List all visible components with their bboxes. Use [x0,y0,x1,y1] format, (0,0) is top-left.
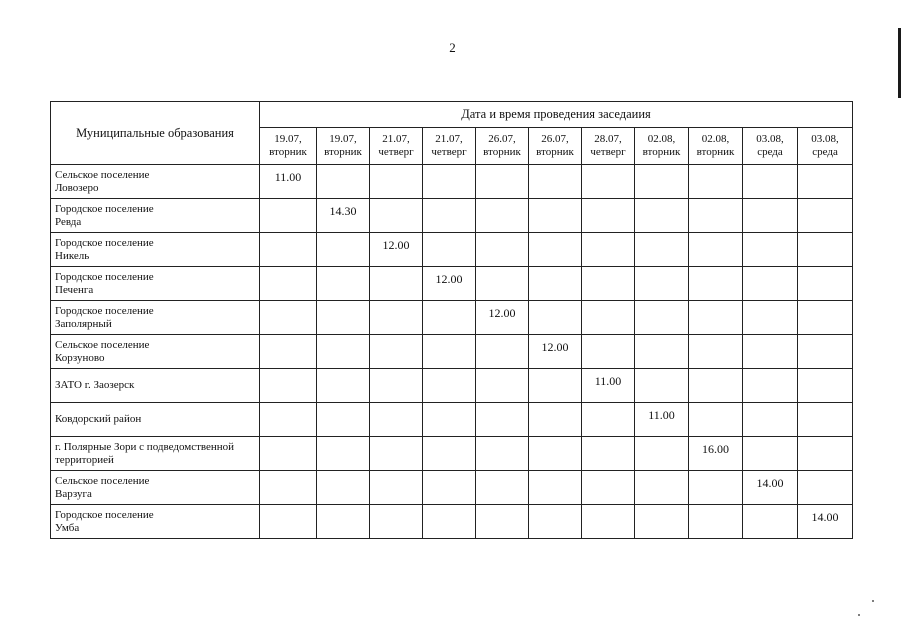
municipality-type: Городское поселение [55,304,154,317]
empty-cell [743,233,798,267]
municipality-name-cell [51,165,260,199]
empty-cell [635,199,689,233]
table-row [51,165,853,199]
empty-cell [476,199,529,233]
table-row [51,403,853,437]
date-column-header [423,128,476,165]
empty-cell [529,471,582,505]
empty-cell [635,369,689,403]
meeting-time: 14.00 [811,510,839,524]
table-row [51,199,853,233]
municipality-type: Городское поселение [55,270,154,283]
weekday-label: вторник [696,146,735,158]
date-column-header [529,128,582,165]
empty-cell [582,301,635,335]
meeting-time: 12.00 [435,272,463,286]
weekday-label: среда [757,146,783,158]
empty-cell [317,233,370,267]
meeting-schedule-table [50,101,853,539]
empty-cell [529,233,582,267]
municipality-name: Ревда [55,215,82,228]
empty-cell [743,369,798,403]
empty-cell [423,233,476,267]
empty-cell [529,505,582,539]
empty-cell [317,369,370,403]
empty-cell [529,403,582,437]
date-label: 02.08, [701,133,730,145]
date-column-header [798,128,853,165]
empty-cell [370,403,423,437]
empty-cell [370,335,423,369]
meeting-time: 14.00 [756,476,784,490]
empty-cell [798,437,853,471]
meeting-time-cell [743,471,798,505]
table-row [51,233,853,267]
empty-cell [476,437,529,471]
date-label: 26.07, [541,133,569,145]
meeting-time: 11.00 [594,374,622,388]
empty-cell [260,403,317,437]
empty-cell [635,471,689,505]
municipality-name: Ловозеро [55,181,99,194]
table-row [51,437,853,471]
municipality-name: Умба [55,521,80,534]
empty-cell [529,437,582,471]
empty-cell [476,267,529,301]
date-label: 19.07, [274,133,302,145]
empty-cell [689,369,743,403]
municipality-name-cell [51,437,260,471]
table-header-row [51,102,853,128]
date-column-header [635,128,689,165]
empty-cell [476,369,529,403]
empty-cell [529,165,582,199]
municipality-type: Городское поселение [55,508,154,521]
empty-cell [743,335,798,369]
empty-cell [689,403,743,437]
empty-cell [635,267,689,301]
weekday-label: среда [812,146,838,158]
meeting-time: 14.30 [329,204,357,218]
empty-cell [260,233,317,267]
empty-cell [317,165,370,199]
empty-cell [476,335,529,369]
empty-cell [317,335,370,369]
empty-cell [689,267,743,301]
empty-cell [689,165,743,199]
empty-cell [317,267,370,301]
empty-cell [743,301,798,335]
empty-cell [635,335,689,369]
date-column-header [743,128,798,165]
empty-cell [423,301,476,335]
table-row [51,471,853,505]
empty-cell [689,199,743,233]
municipality-name-cell [51,233,260,267]
empty-cell [582,233,635,267]
meeting-time: 12.00 [488,306,516,320]
date-label: 02.08, [647,133,676,145]
empty-cell [317,471,370,505]
municipality-name-cell [51,403,260,437]
empty-cell [689,335,743,369]
municipality-name: территорией [55,453,114,466]
empty-cell [798,335,853,369]
empty-cell [582,199,635,233]
municipality-name-cell [51,267,260,301]
empty-cell [370,471,423,505]
municipality-type: ЗАТО г. Заозерск [55,379,135,391]
empty-cell [582,471,635,505]
empty-cell [743,505,798,539]
municipality-type: Городское поселение [55,236,154,249]
meeting-time-cell [423,267,476,301]
empty-cell [582,403,635,437]
municipality-name-cell [51,369,260,403]
empty-cell [260,437,317,471]
municipality-name: Корзуново [55,351,105,364]
empty-cell [423,403,476,437]
empty-cell [317,403,370,437]
municipality-type: Ковдорский район [55,413,142,425]
meeting-time-cell [317,199,370,233]
scan-speck [872,600,874,602]
empty-cell [423,505,476,539]
empty-cell [529,369,582,403]
empty-cell [370,267,423,301]
empty-cell [798,165,853,199]
meeting-time-cell [529,335,582,369]
empty-cell [743,403,798,437]
date-label: 03.08, [811,133,839,145]
meeting-time: 12.00 [382,238,410,252]
municipality-name-cell [51,335,260,369]
municipality-name: Никель [55,249,90,262]
empty-cell [529,301,582,335]
municipality-name: Заполярный [55,317,112,330]
municipality-name-cell [51,471,260,505]
empty-cell [798,199,853,233]
empty-cell [370,165,423,199]
empty-cell [798,471,853,505]
meeting-time-cell [476,301,529,335]
date-time-group-header: Дата и время проведения заседаиия [260,102,853,128]
empty-cell [423,437,476,471]
meeting-time-cell [798,505,853,539]
empty-cell [476,471,529,505]
municipality-type: Сельское поселение [55,474,150,487]
weekday-label: вторник [642,146,681,158]
empty-cell [743,199,798,233]
empty-cell [635,505,689,539]
empty-cell [529,267,582,301]
empty-cell [689,233,743,267]
empty-cell [582,335,635,369]
empty-cell [476,165,529,199]
table-row [51,335,853,369]
weekday-label: вторник [536,146,574,158]
date-column-header [260,128,317,165]
table-row [51,505,853,539]
date-column-header [370,128,423,165]
empty-cell [582,437,635,471]
empty-cell [423,165,476,199]
empty-cell [370,199,423,233]
empty-cell [317,301,370,335]
meeting-time: 16.00 [702,442,729,456]
empty-cell [260,471,317,505]
empty-cell [370,369,423,403]
empty-cell [260,335,317,369]
empty-cell [635,437,689,471]
empty-cell [743,437,798,471]
meeting-time-cell [582,369,635,403]
municipality-name-cell [51,199,260,233]
empty-cell [689,301,743,335]
empty-cell [260,369,317,403]
empty-cell [260,505,317,539]
date-column-header [476,128,529,165]
empty-cell [798,403,853,437]
empty-cell [423,335,476,369]
weekday-label: вторник [324,146,362,158]
empty-cell [476,505,529,539]
empty-cell [529,199,582,233]
empty-cell [689,471,743,505]
empty-cell [743,267,798,301]
meeting-time-cell [635,403,689,437]
date-column-header [689,128,743,165]
meeting-time: 11.00 [648,408,675,422]
weekday-label: вторник [269,146,307,158]
empty-cell [370,301,423,335]
municipality-type: Городское поселение [55,202,154,215]
meeting-time-cell [370,233,423,267]
date-label: 21.07, [382,133,410,145]
empty-cell [476,233,529,267]
empty-cell [260,301,317,335]
date-label: 19.07, [329,133,357,145]
municipality-name-cell [51,505,260,539]
empty-cell [798,301,853,335]
date-label: 03.08, [756,133,784,145]
meeting-time-cell [260,165,317,199]
meeting-time-cell [689,437,743,471]
municipality-name: Варзуга [55,487,92,500]
date-label: 21.07, [435,133,463,145]
empty-cell [476,403,529,437]
date-label: 26.07, [488,133,516,145]
empty-cell [370,505,423,539]
empty-cell [423,471,476,505]
date-column-header [317,128,370,165]
empty-cell [635,233,689,267]
municipality-type: Сельское поселение [55,338,150,351]
page-number: 2 [449,40,456,55]
weekday-label: четверг [590,146,626,158]
weekday-label: вторник [483,146,521,158]
empty-cell [798,369,853,403]
empty-cell [370,437,423,471]
table-row [51,267,853,301]
scan-speck [858,614,860,616]
empty-cell [635,165,689,199]
table-row [51,301,853,335]
empty-cell [798,233,853,267]
empty-cell [582,505,635,539]
municipality-type: г. Полярные Зори с подведомственной [55,440,235,453]
table-body [51,165,853,539]
empty-cell [582,165,635,199]
municipality-column-header: Муниципальные образования [51,102,260,165]
empty-cell [689,505,743,539]
empty-cell [423,199,476,233]
meeting-time: 12.00 [541,340,569,354]
empty-cell [635,301,689,335]
municipality-name: Печенга [55,283,94,296]
empty-cell [423,369,476,403]
table-row [51,369,853,403]
scan-edge-mark [898,28,901,98]
empty-cell [260,267,317,301]
municipality-type: Сельское поселение [55,168,150,181]
municipality-name-cell [51,301,260,335]
weekday-label: четверг [378,146,414,158]
empty-cell [317,505,370,539]
empty-cell [743,165,798,199]
empty-cell [582,267,635,301]
date-column-header [582,128,635,165]
weekday-label: четверг [431,146,467,158]
date-label: 28.07, [594,133,622,145]
empty-cell [260,199,317,233]
meeting-time: 11.00 [274,170,302,184]
empty-cell [317,437,370,471]
empty-cell [798,267,853,301]
